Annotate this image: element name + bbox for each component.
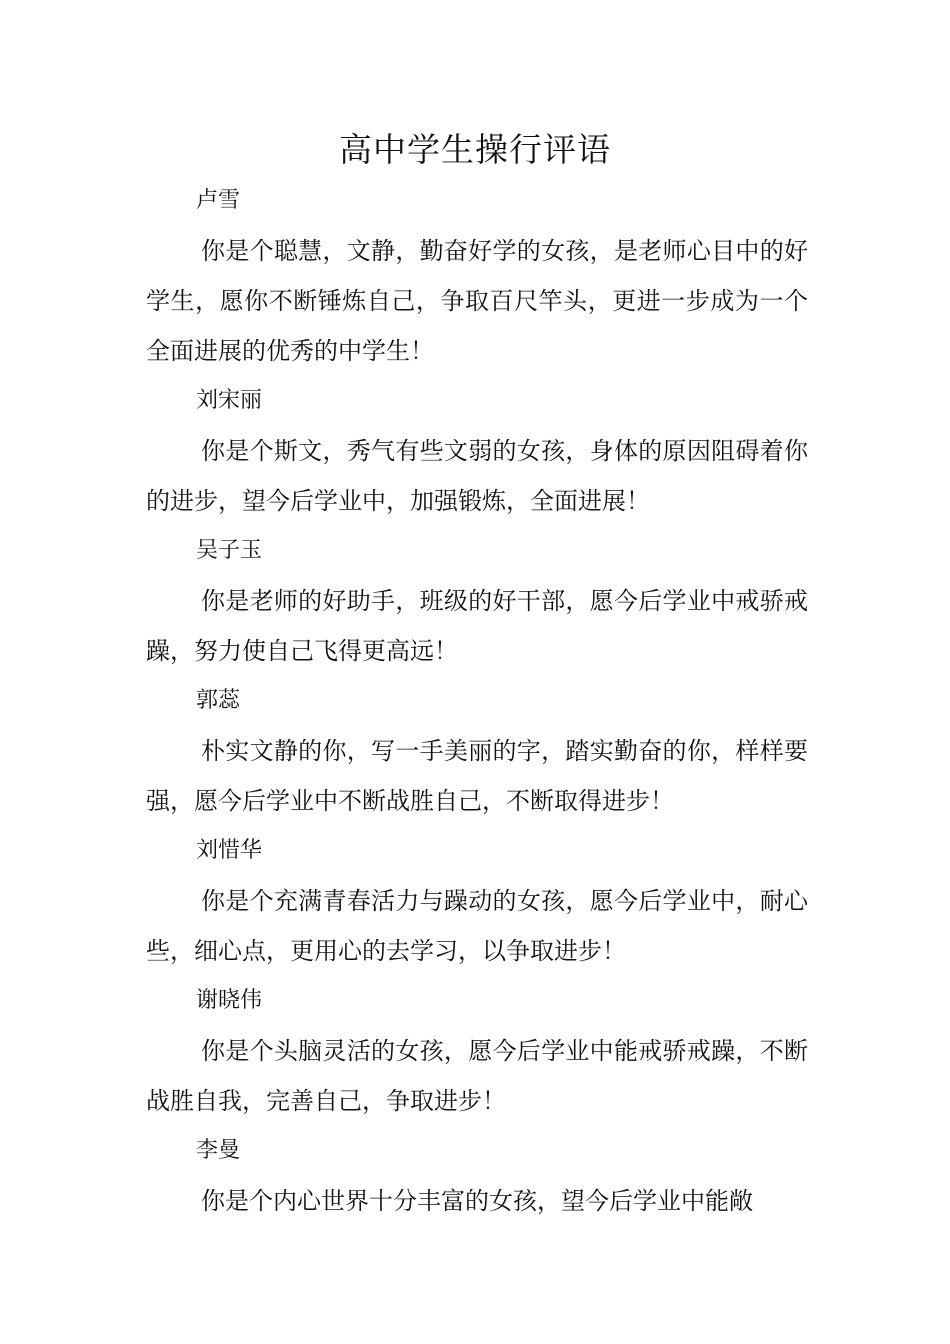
- student-name: 吴子玉: [196, 538, 263, 563]
- student-comment: 你是个内心世界十分丰富的女孩，望今后学业中能敞: [201, 1187, 753, 1215]
- student-comment: 你是个充满青春活力与躁动的女孩，愿今后学业中，耐心些，细心点，更用心的去学习，以争取进步！: [146, 887, 808, 965]
- student-name: 刘惜华: [196, 838, 263, 863]
- student-comment: 朴实文静的你，写一手美丽的字，踏实勤奋的你，样样要强，愿今后学业中不断战胜自己，不断取得进步！: [146, 737, 808, 815]
- student-name: 李曼: [196, 1138, 241, 1163]
- document-body: [146, 176, 808, 1226]
- student-comment: 你是老师的好助手，班级的好干部，愿今后学业中戒骄戒躁，努力使自己飞得更高远！: [146, 587, 808, 665]
- student-name: 刘宋丽: [196, 388, 263, 413]
- student-name: 谢晓伟: [196, 988, 263, 1013]
- student-name: 卢雪: [196, 188, 241, 213]
- document-title: 高中学生操行评语: [339, 130, 611, 169]
- student-comment: 你是个聪慧，文静，勤奋好学的女孩，是老师心目中的好学生，愿你不断锤炼自己，争取百尺竿头，更进一步成为一个全面进展的优秀的中学生！: [146, 237, 808, 365]
- student-comment: 你是个头脑灵活的女孩，愿今后学业中能戒骄戒躁，不断战胜自我，完善自己，争取进步！: [146, 1037, 808, 1115]
- student-comment: 你是个斯文，秀气有些文弱的女孩，身体的原因阻碍着你的进步，望今后学业中，加强锻炼，全面进展！: [146, 437, 808, 515]
- student-name: 郭蕊: [196, 688, 241, 713]
